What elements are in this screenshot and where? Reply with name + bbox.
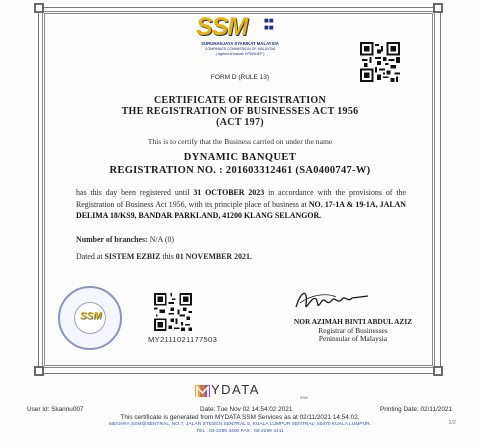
mydata-logo xyxy=(195,381,295,403)
act-title: THE REGISTRATION OF BUSINESSES ACT 1956 xyxy=(121,106,359,117)
ssm-logo-mark: SSM xyxy=(196,13,248,41)
registration-label: REGISTRATION NO. : xyxy=(109,165,223,176)
ssm-name-english: COMPANIES COMMISSION OF MALAYSIA xyxy=(204,47,276,51)
signer-role: Registrar of Businesses xyxy=(318,325,388,335)
verification-code: MY2111021177503 xyxy=(148,335,218,344)
details-text-1: has this day been registered until xyxy=(76,188,190,197)
footer-page-number: 1/2 xyxy=(448,420,456,426)
ssm-name-malay: SURUHANJAYA SYARIKAT MALAYSIA xyxy=(201,41,279,46)
registration-value: 201603312461 (SA0400747-W) xyxy=(225,165,371,176)
branches-label: Number of branches: xyxy=(76,235,148,244)
border-corner xyxy=(433,366,443,376)
footer-date: Date: Tue Nov 02 14:54:02 2021 xyxy=(200,406,293,413)
dated-prefix: Dated at xyxy=(76,252,103,261)
details-text-2: in accordance with the provisions of the Registration of Business Act 1956, with its principle place of business at xyxy=(76,188,406,209)
branches-row xyxy=(76,235,376,244)
ssm-agency: ( Agensi di bawah KPDNHEP ) xyxy=(215,52,265,56)
border-corner xyxy=(34,366,44,376)
footer-contact: TEL : 03-2299 4400 FAX : 03-2299 4411 xyxy=(196,429,284,434)
valid-until-date: 31 OCTOBER 2023 xyxy=(193,188,265,197)
registrar-signature-icon xyxy=(292,285,372,317)
footer-printing-date: Printing Date: 02/11/2021 xyxy=(380,406,453,413)
border-corner xyxy=(433,3,443,13)
signer-block xyxy=(283,318,423,344)
act-number: (ACT 197) xyxy=(216,117,264,128)
footer-address: MENARA SSM@SENTRAL, NO.7, JALAN STESEN SENTRAL 5, KUALA LUMPUR SENTRAL, 50470 KUALA LUMPUR. xyxy=(108,422,372,427)
mydata-mark-icon xyxy=(195,383,211,399)
certify-statement: This is to certify that the Business carried on under the name xyxy=(147,137,333,146)
mydata-brand: YDATA xyxy=(211,382,260,397)
form-label: FORM D (RULE 13) xyxy=(210,74,270,81)
registration-number xyxy=(60,165,420,176)
business-name: DYNAMIC BANQUET xyxy=(183,152,297,163)
certified-seal-icon xyxy=(58,286,122,350)
dated-row xyxy=(76,252,406,261)
signer-name: NOR AZIMAH BINTI ABDUL AZIZ xyxy=(293,317,413,326)
ssm-logo-dots-icon: ■■ ■■ xyxy=(264,16,274,32)
qr-code-icon xyxy=(360,42,400,82)
dated-place: SISTEM EZBIZ xyxy=(104,252,161,261)
verification-qr-code-icon xyxy=(152,293,194,331)
mydata-sub: SSM xyxy=(300,396,308,400)
dated-date: 01 NOVEMBER 2021. xyxy=(175,252,252,261)
footer-user-id: User Id: Skannu007 xyxy=(27,406,84,413)
registration-details xyxy=(76,187,406,222)
certificate-title: CERTIFICATE OF REGISTRATION xyxy=(153,95,327,106)
dated-mid: this xyxy=(162,252,174,261)
border-corner xyxy=(34,3,44,13)
seal-logo-mark: SSM xyxy=(80,311,102,322)
signer-region: Peninsular of Malaysia xyxy=(318,334,388,344)
footer-generated-note: This certificate is generated from MYDATA SSM Services as at 02/11/2021 14:54:02. xyxy=(120,414,360,421)
business-address: NO. 17-1A & 19-1A, JALAN DELIMA 18/KS9, BANDAR PARKLAND, 41200 KLANG SELANGOR. xyxy=(76,199,406,221)
branches-value: N/A (0) xyxy=(149,235,175,244)
